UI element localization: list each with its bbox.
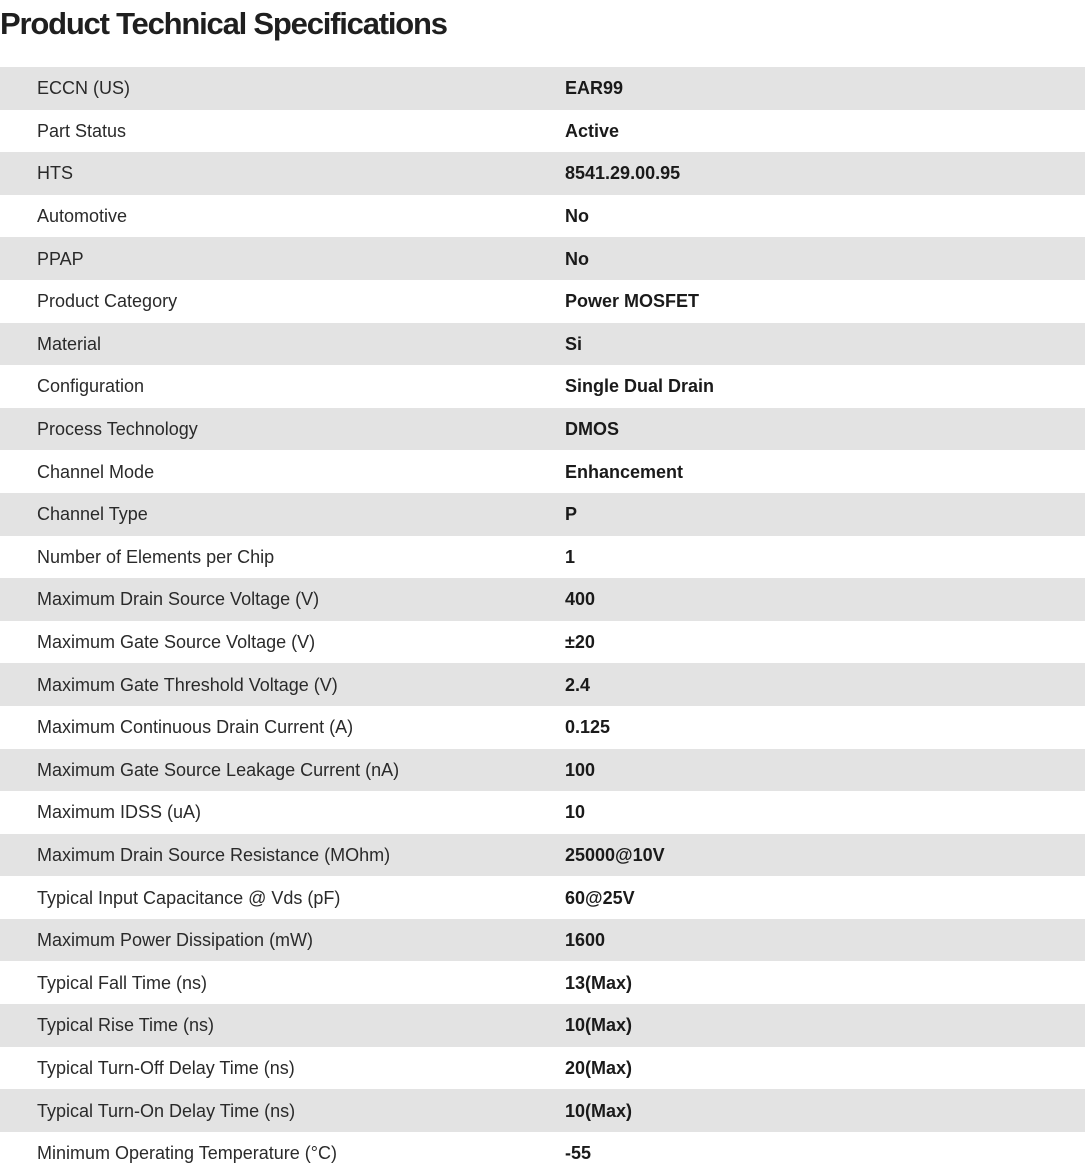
spec-label: Product Category bbox=[37, 291, 178, 312]
table-row bbox=[0, 408, 1085, 451]
spec-value: DMOS bbox=[565, 419, 619, 440]
spec-value: No bbox=[565, 248, 589, 269]
spec-label: Typical Turn-Off Delay Time (ns) bbox=[37, 1057, 295, 1078]
spec-label: Minimum Operating Temperature (°C) bbox=[37, 1143, 337, 1164]
table-row bbox=[0, 706, 1085, 749]
table-row bbox=[0, 323, 1085, 366]
spec-label: Maximum Drain Source Voltage (V) bbox=[37, 589, 320, 610]
table-row bbox=[0, 536, 1085, 579]
spec-value: EAR99 bbox=[565, 78, 624, 99]
spec-label: Typical Rise Time (ns) bbox=[37, 1015, 215, 1036]
spec-value: Power MOSFET bbox=[565, 291, 700, 312]
spec-label: Maximum Drain Source Resistance (MOhm) bbox=[37, 844, 391, 865]
spec-label: Maximum Gate Threshold Voltage (V) bbox=[37, 674, 338, 695]
table-row bbox=[0, 450, 1085, 493]
table-row bbox=[0, 110, 1085, 153]
table-row bbox=[0, 876, 1085, 919]
table-row bbox=[0, 365, 1085, 408]
page-title: Product Technical Specifications bbox=[0, 6, 447, 41]
table-row bbox=[0, 493, 1085, 536]
spec-value: 20(Max) bbox=[565, 1057, 633, 1078]
spec-value: -55 bbox=[565, 1143, 592, 1164]
table-row bbox=[0, 1047, 1085, 1090]
table-row bbox=[0, 834, 1085, 877]
spec-label: Maximum Power Dissipation (mW) bbox=[37, 930, 314, 951]
table-row bbox=[0, 663, 1085, 706]
spec-value: 2.4 bbox=[565, 674, 591, 695]
table-row bbox=[0, 961, 1085, 1004]
table-row bbox=[0, 1089, 1085, 1132]
spec-label: Material bbox=[37, 333, 102, 354]
spec-value: 10(Max) bbox=[565, 1015, 633, 1036]
spec-value: Single Dual Drain bbox=[565, 376, 715, 397]
spec-value: 100 bbox=[565, 759, 596, 780]
spec-value: 8541.29.00.95 bbox=[565, 163, 681, 184]
spec-label: Channel Mode bbox=[37, 461, 155, 482]
spec-label: PPAP bbox=[37, 248, 84, 269]
spec-label: Automotive bbox=[37, 206, 128, 227]
spec-label: Channel Type bbox=[37, 504, 148, 525]
spec-value: 1 bbox=[565, 546, 576, 567]
table-row bbox=[0, 280, 1085, 323]
table-row bbox=[0, 749, 1085, 792]
table-row bbox=[0, 237, 1085, 280]
table-row bbox=[0, 621, 1085, 664]
spec-label: Maximum IDSS (uA) bbox=[37, 802, 202, 823]
table-row bbox=[0, 1132, 1085, 1174]
spec-label: Maximum Gate Source Voltage (V) bbox=[37, 632, 316, 653]
spec-value: 10(Max) bbox=[565, 1100, 633, 1121]
spec-value: 10 bbox=[565, 802, 586, 823]
table-row bbox=[0, 578, 1085, 621]
spec-value: 13(Max) bbox=[565, 972, 633, 993]
spec-label: ECCN (US) bbox=[37, 78, 130, 99]
spec-value: 1600 bbox=[565, 930, 606, 951]
spec-label: Maximum Gate Source Leakage Current (nA) bbox=[37, 759, 400, 780]
spec-value: 60@25V bbox=[565, 887, 635, 908]
table-row bbox=[0, 195, 1085, 238]
table-row bbox=[0, 67, 1085, 110]
spec-value: P bbox=[565, 504, 578, 525]
spec-label: Number of Elements per Chip bbox=[37, 546, 275, 567]
spec-label: Configuration bbox=[37, 376, 145, 397]
spec-value: 400 bbox=[565, 589, 596, 610]
spec-label: Maximum Continuous Drain Current (A) bbox=[37, 717, 354, 738]
spec-label: HTS bbox=[37, 163, 73, 184]
spec-label: Part Status bbox=[37, 120, 127, 141]
spec-value: Active bbox=[565, 120, 620, 141]
table-row bbox=[0, 1004, 1085, 1047]
table-row bbox=[0, 919, 1085, 962]
spec-label: Typical Input Capacitance @ Vds (pF) bbox=[37, 887, 341, 908]
spec-value: ±20 bbox=[565, 632, 595, 653]
table-row bbox=[0, 152, 1085, 195]
spec-value: Si bbox=[565, 333, 583, 354]
spec-label: Typical Turn-On Delay Time (ns) bbox=[37, 1100, 296, 1121]
spec-value: 25000@10V bbox=[565, 844, 665, 865]
spec-label: Typical Fall Time (ns) bbox=[37, 972, 208, 993]
spec-value: No bbox=[565, 206, 589, 227]
spec-label: Process Technology bbox=[37, 419, 198, 440]
spec-value: 0.125 bbox=[565, 717, 611, 738]
spec-table bbox=[0, 67, 1085, 1174]
table-row bbox=[0, 791, 1085, 834]
spec-value: Enhancement bbox=[565, 461, 684, 482]
